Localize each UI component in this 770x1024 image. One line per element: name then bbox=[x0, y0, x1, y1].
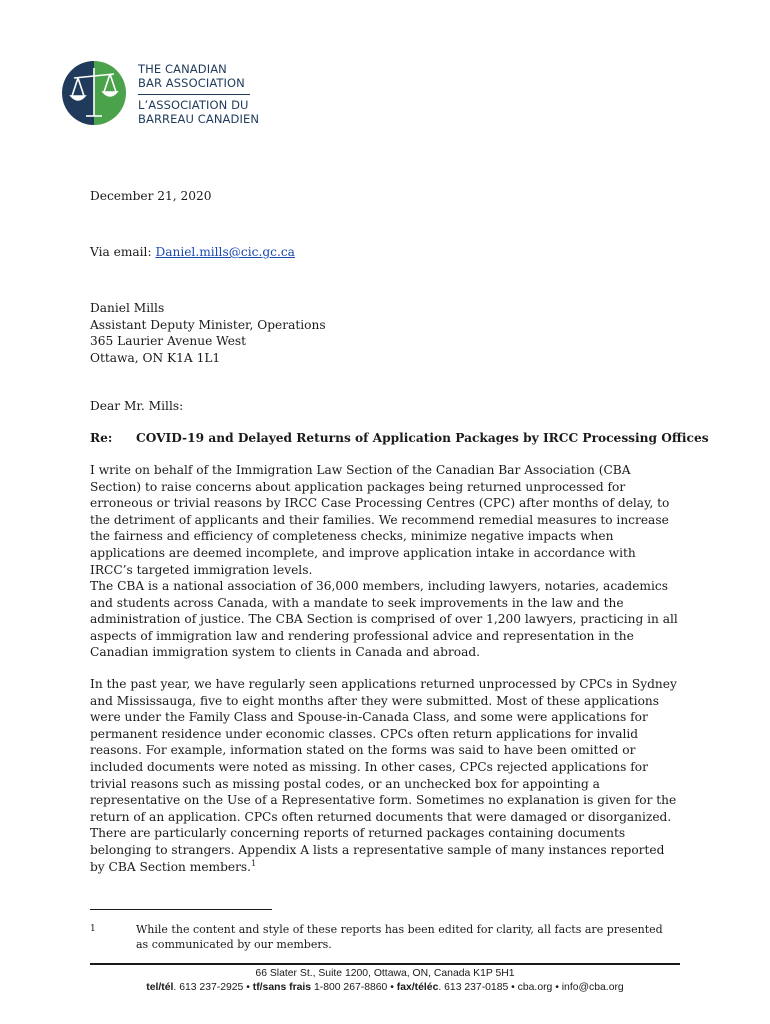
footer-fax-label: fax/téléc bbox=[396, 982, 439, 993]
via-email-line bbox=[90, 244, 295, 261]
recipient-address bbox=[90, 300, 326, 366]
org-name-fr-line1: L’ASSOCIATION DU bbox=[138, 98, 249, 112]
body-paragraph-1: I write on behalf of the Immigration Law Section of the Canadian Bar Association (CBA Section) to raise concerns about application packages being returned unprocessed for erroneous or trivial reasons by IRCC Case Processing Centres (CPC) after months of delay, to the detriment of applicants and their families. We recommend remedial measures to increase the fairness and efficiency of completeness checks, minimize negative impacts when applications are deemed incomplete, and improve application intake in accordance with IRCC’s targeted immigration levels. bbox=[90, 463, 670, 577]
body-paragraph-2: The CBA is a national association of 36,000 members, including lawyers, notaries, academics and students across Canada, with a mandate to seek improvements in the law and the administration of justice. The CBA Section is comprised of over 1,200 lawyers, practicing in all aspects of immigration law and rendering professional advice and representation in the Canadian immigration system to clients in Canada and abroad. bbox=[90, 579, 678, 660]
salutation: Dear Mr. Mills: bbox=[90, 399, 184, 413]
org-name-fr-line2: BARREAU CANADIEN bbox=[138, 112, 260, 126]
footnote-reference[interactable]: 1 bbox=[251, 858, 257, 868]
footer-divider bbox=[90, 963, 680, 965]
recipient-title: Assistant Deputy Minister, Operations bbox=[90, 317, 326, 332]
org-name-en-line2: BAR ASSOCIATION bbox=[138, 76, 245, 90]
letter-date: December 21, 2020 bbox=[90, 189, 212, 203]
subject-line bbox=[90, 430, 709, 447]
subject-label: Re: bbox=[90, 431, 113, 445]
footer-tel-label: tel/tél bbox=[146, 982, 174, 993]
footnote-text: While the content and style of these reports has been edited for clarity, all facts are presented as communicated by our members. bbox=[136, 923, 663, 951]
recipient-email-link[interactable]: Daniel.mills@cic.gc.ca bbox=[155, 245, 295, 259]
footer-contact bbox=[90, 981, 680, 995]
letterhead-divider bbox=[138, 94, 250, 95]
org-name-en-line1: THE CANADIAN bbox=[138, 62, 227, 76]
recipient-city: Ottawa, ON K1A 1L1 bbox=[90, 350, 221, 365]
letterhead-org-name bbox=[138, 62, 259, 126]
body-paragraph-3-text: In the past year, we have regularly seen applications returned unprocessed by CPCs in Sydney and Mississauga, five to eight months after they were submitted. Most of these applications were under the Family Class and Spouse-in-Canada Class, and some were applications for permanent residence under economic classes. CPCs often return applications for invalid reasons. For example, information stated on the forms was said to have been omitted or included documents were noted as missing. In other cases, CPCs rejected applications for trivial reasons such as missing postal codes, or an unchecked box for appointing a representative on the Use of a Representative form. Sometimes no explanation is given for the return of an application. CPCs often returned documents that were damaged or disorganized. There are particularly concerning reports of returned packages containing documents belonging to strangers. Appendix A lists a representative sample of many instances reported by CBA Section members. bbox=[90, 677, 677, 874]
recipient-name: Daniel Mills bbox=[90, 301, 165, 315]
footnote-divider bbox=[90, 909, 272, 910]
footer-tel: . 613 237-2925 • bbox=[173, 982, 253, 993]
footer-tf-label: tf/sans frais bbox=[252, 982, 312, 993]
footer-fax: . 613 237-0185 • cba.org • info@cba.org bbox=[438, 982, 624, 993]
cba-logo-icon bbox=[62, 60, 126, 126]
footer-address: 66 Slater St., Suite 1200, Ottawa, ON, Canada K1P 5H1 bbox=[255, 968, 515, 979]
body-paragraph-3 bbox=[90, 676, 680, 875]
footer-tf: 1-800 267-8860 • bbox=[311, 982, 397, 993]
recipient-street: 365 Laurier Avenue West bbox=[90, 334, 247, 349]
footnote-number: 1 bbox=[90, 924, 96, 934]
subject-text: COVID-19 and Delayed Returns of Application Packages by IRCC Processing Offices bbox=[136, 431, 709, 445]
via-email-prefix: Via email: bbox=[90, 245, 156, 259]
